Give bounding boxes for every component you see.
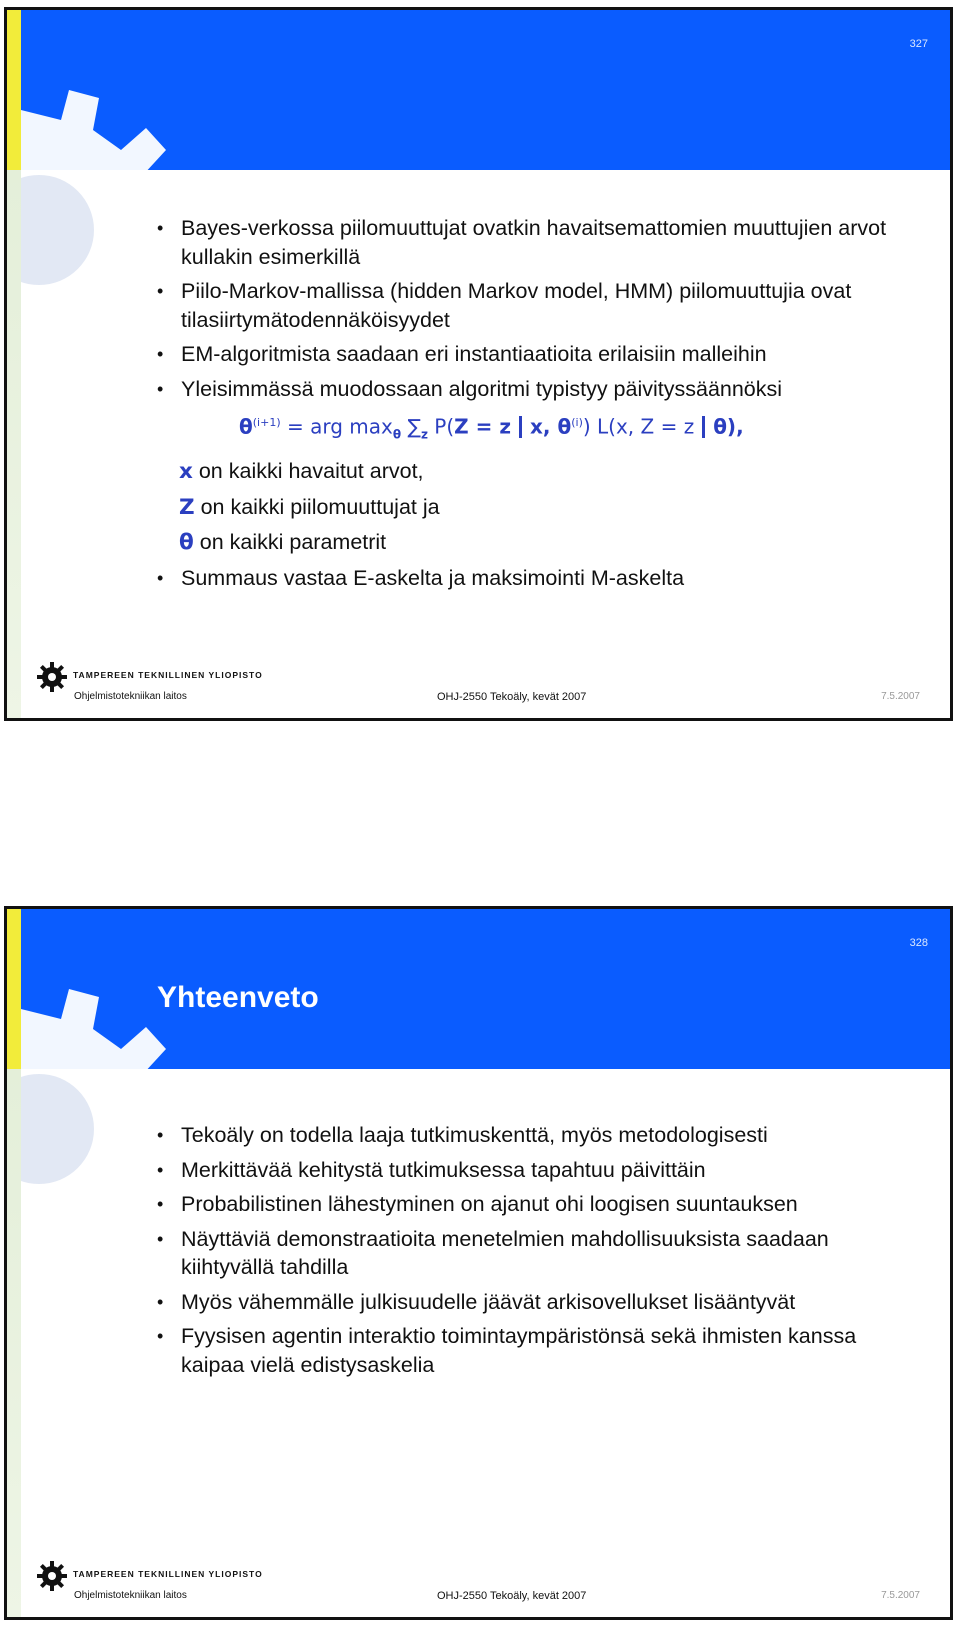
slide-content bbox=[157, 214, 910, 598]
slide-title: Yhteenveto bbox=[157, 981, 319, 1014]
slide-328 bbox=[4, 906, 953, 1620]
definition-line bbox=[157, 528, 910, 558]
definition-line bbox=[157, 493, 910, 523]
slide-number: 328 bbox=[909, 937, 928, 949]
slide-footer bbox=[7, 1557, 950, 1617]
definition-text: on kaikki parametrit bbox=[193, 530, 387, 555]
formula-p: P( bbox=[427, 414, 455, 439]
formula-sub: z bbox=[420, 427, 428, 442]
slide-327 bbox=[4, 7, 953, 721]
university-logo-icon bbox=[37, 1561, 67, 1591]
university-name: TAMPEREEN TEKNILLINEN YLIOPISTO bbox=[73, 670, 263, 680]
conditional-bar bbox=[702, 416, 705, 438]
definition-line bbox=[157, 457, 910, 487]
formula-end: θ), bbox=[713, 414, 744, 439]
department: Ohjelmistotekniikan laitos bbox=[74, 1590, 187, 1601]
formula-x: x, bbox=[530, 414, 558, 439]
left-stripe bbox=[7, 909, 21, 1617]
stripe-yellow bbox=[7, 909, 21, 1069]
formula-sup: (i+1) bbox=[252, 416, 281, 429]
formula-eq-z: = z bbox=[468, 414, 511, 439]
course-name: OHJ-2550 Tekoäly, kevät 2007 bbox=[437, 1590, 587, 1602]
bullet-item: • Merkittävää kehitystä tutkimuksessa tapahtuu päivittäin bbox=[157, 1156, 910, 1185]
date: 7.5.2007 bbox=[881, 691, 920, 702]
formula-Z: Z bbox=[454, 414, 469, 439]
definition-text: on kaikki piilomuuttujat ja bbox=[194, 494, 440, 519]
bullet-item: • Probabilistinen lähestyminen on ajanut ohi loogisen suuntauksen bbox=[157, 1190, 910, 1219]
formula-theta: θ bbox=[239, 414, 253, 439]
bullet-item: • Tekoäly on todella laaja tutkimuskenttä, myös metodologisesti bbox=[157, 1121, 910, 1150]
bullet-item: • Summaus vastaa E-askelta ja maksimointi M-askelta bbox=[157, 564, 910, 593]
formula-argmax: = arg max bbox=[280, 414, 393, 439]
stripe-yellow bbox=[7, 10, 21, 170]
definition-text: on kaikki havaitut arvot, bbox=[192, 459, 424, 484]
university-name: TAMPEREEN TEKNILLINEN YLIOPISTO bbox=[73, 1569, 263, 1579]
formula-sup: (i) bbox=[571, 416, 583, 429]
slide-number: 327 bbox=[909, 38, 928, 50]
bullet-item: • Fyysisen agentin interaktio toimintaympäristönsä sekä ihmisten kanssa kaipaa vielä edistysaskelia bbox=[157, 1322, 910, 1379]
course-name: OHJ-2550 Tekoäly, kevät 2007 bbox=[437, 691, 587, 703]
bullet-item: • Näyttäviä demonstraatioita menetelmien mahdollisuuksista saadaan kiihtyvällä tahdilla bbox=[157, 1225, 910, 1282]
bullet-item: • EM-algoritmista saadaan eri instantiaatioita erilaisiin malleihin bbox=[157, 340, 910, 369]
left-stripe bbox=[7, 10, 21, 718]
formula-sub: θ bbox=[392, 427, 402, 442]
slide-footer bbox=[7, 658, 950, 718]
symbol: Z bbox=[179, 494, 195, 520]
symbol: x bbox=[179, 459, 193, 485]
update-rule-formula bbox=[239, 409, 910, 449]
slide-content bbox=[157, 1121, 910, 1385]
formula-sum: ∑ bbox=[401, 414, 421, 439]
bullet-item: • Yleisimmässä muodossaan algoritmi typistyy päivityssäännöksi bbox=[157, 375, 910, 404]
bullet-item: • Piilo-Markov-mallissa (hidden Markov model, HMM) piilomuuttujia ovat tilasiirtymätodennäköisyydet bbox=[157, 277, 910, 334]
university-logo-icon bbox=[37, 662, 67, 692]
formula-theta: θ bbox=[557, 414, 572, 439]
formula-likelihood: ) L(x, Z = z bbox=[582, 414, 695, 439]
bullet-item: • Myös vähemmälle julkisuudelle jäävät arkisovellukset lisääntyvät bbox=[157, 1288, 910, 1317]
stripe-green bbox=[7, 170, 21, 721]
date: 7.5.2007 bbox=[881, 1590, 920, 1601]
conditional-bar bbox=[519, 416, 522, 438]
symbol: θ bbox=[179, 530, 194, 556]
department: Ohjelmistotekniikan laitos bbox=[74, 691, 187, 702]
stripe-green bbox=[7, 1069, 21, 1620]
bullet-item: • Bayes-verkossa piilomuuttujat ovatkin havaitsemattomien muuttujien arvot kullakin esimerkillä bbox=[157, 214, 910, 271]
